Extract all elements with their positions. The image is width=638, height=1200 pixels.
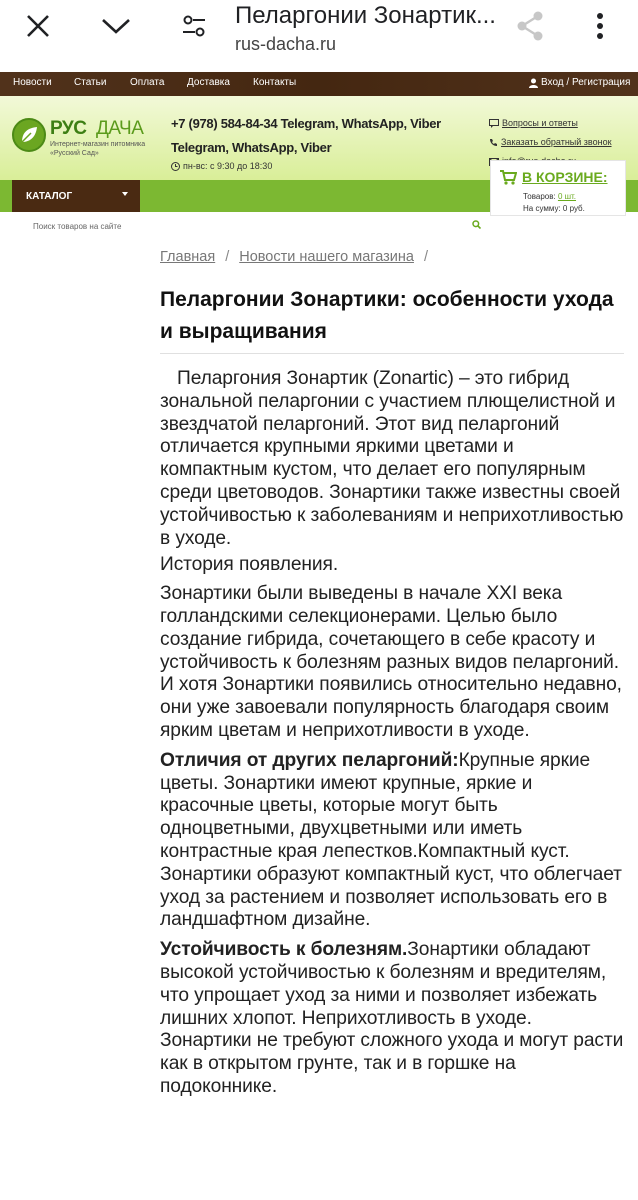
logo-text-dacha: ДАЧА bbox=[96, 118, 144, 139]
cart-icon bbox=[499, 169, 517, 185]
breadcrumb-separator: / bbox=[423, 249, 428, 265]
browser-url[interactable]: rus-dacha.ru bbox=[235, 34, 337, 54]
login-label: Вход / Регистрация bbox=[541, 77, 631, 88]
nav-contacts[interactable]: Контакты bbox=[253, 77, 297, 88]
cart-items-count: Товаров: 0 шт. bbox=[523, 192, 577, 201]
callback-link[interactable]: Заказать обратный звонок bbox=[489, 133, 612, 152]
resistance-text: Зонартики обладают высокой устойчивостью к болезням и вредителям, что упрощает уход за ними и позволяет избежать лишних хлопот. Неприхотливость в уходе. Зонартики не требуют сложного ухода и могут расти как в открытом грунте, так и в горшке на подоконнике. bbox=[160, 939, 624, 1097]
browser-page-title: Пеларгонии Зонартик... bbox=[235, 2, 496, 29]
breadcrumb-home[interactable]: Главная bbox=[160, 249, 216, 265]
breadcrumb-news[interactable]: Новости нашего магазина bbox=[239, 249, 414, 265]
phone-icon bbox=[489, 138, 498, 147]
chat-icon bbox=[489, 119, 499, 128]
phone-line-1[interactable]: +7 (978) 584-84-34 Telegram, WhatsApp, Viber bbox=[171, 116, 441, 131]
user-icon bbox=[529, 78, 538, 88]
share-icon[interactable] bbox=[506, 6, 554, 46]
top-navigation bbox=[0, 72, 638, 96]
differences-paragraph bbox=[160, 750, 626, 932]
faq-link[interactable]: Вопросы и ответы bbox=[489, 114, 612, 133]
hours-text: пн-вс: с 9:30 до 18:30 bbox=[183, 161, 273, 171]
login-link[interactable] bbox=[529, 77, 630, 88]
working-hours bbox=[171, 161, 272, 171]
cart-title: В КОРЗИНЕ: bbox=[522, 169, 608, 185]
history-text: Зонартики были выведены в начале XXI века голландскими селекционерами. Целью было создание гибрида, сочетающего в себе красоту и устойчивость к болезням разных видов пеларгоний. И хотя Зонартики появились относительно недавно, они уже завоевали популярность благодаря своим ярким цветам и неприхотливости в уходе. bbox=[160, 583, 622, 741]
search-icon[interactable] bbox=[472, 220, 481, 229]
site-logo[interactable] bbox=[12, 118, 162, 160]
differences-text: Крупные яркие цветы. Зонартики имеют крупные, яркие и красочные цветы, которые могут быть одноцветными, двухцветными или иметь контрастные края лепестков.Компактный куст. Зонартики образуют компактный куст, что облегчает уход за растением и позволяет использовать его в ландшафтном дизайне. bbox=[160, 749, 622, 931]
resistance-paragraph bbox=[160, 939, 626, 1099]
contact-phones bbox=[171, 112, 441, 160]
breadcrumb bbox=[160, 249, 438, 265]
page-settings-icon[interactable] bbox=[170, 6, 218, 46]
logo-text-rus: РУС bbox=[50, 118, 87, 139]
cart-widget[interactable] bbox=[490, 160, 626, 216]
catalog-button[interactable] bbox=[12, 180, 140, 212]
cart-sum: На сумму: 0 руб. bbox=[523, 204, 585, 213]
differences-heading: Отличия от других пеларгоний: bbox=[160, 749, 459, 771]
title-divider bbox=[160, 353, 624, 354]
clock-icon bbox=[171, 162, 180, 171]
close-icon[interactable] bbox=[14, 6, 62, 46]
chevron-down-icon[interactable] bbox=[92, 6, 140, 46]
phone-line-2: Telegram, WhatsApp, Viber bbox=[171, 140, 332, 155]
history-heading: История появления. bbox=[160, 554, 339, 576]
nav-delivery[interactable]: Доставка bbox=[187, 77, 230, 88]
article-title: Пеларгонии Зонартики: особенности ухода и выращивания bbox=[160, 288, 614, 343]
nav-payment[interactable]: Оплата bbox=[130, 77, 165, 88]
more-options-icon[interactable] bbox=[576, 6, 624, 46]
logo-tagline: Интернет-магазин питомника «Русский Сад» bbox=[50, 141, 146, 157]
nav-articles[interactable]: Статьи bbox=[74, 77, 107, 88]
resistance-heading: Устойчивость к болезням. bbox=[160, 939, 408, 961]
breadcrumb-separator: / bbox=[225, 249, 230, 265]
article-body bbox=[160, 368, 626, 1099]
search-input[interactable] bbox=[28, 218, 488, 236]
article-intro: Пеларгония Зонартик (Zonartic) – это гибрид зональной пеларгонии с участием плющелистной и звездчатой пеларгоний. Этот вид пеларгоний отличается крупными яркими цветами и компактным кустом, что делает его популярным среди цветоводов. Зонартики также известны своей устойчивостью к заболеваниям и неприхотливостью в уходе. bbox=[160, 368, 624, 549]
caret-down-icon bbox=[122, 192, 128, 196]
catalog-label: КАТАЛОГ bbox=[26, 190, 73, 202]
search-placeholder: Поиск товаров на сайте bbox=[33, 222, 122, 231]
leaf-logo-icon bbox=[12, 118, 46, 152]
browser-toolbar bbox=[0, 0, 638, 72]
nav-news[interactable]: Новости bbox=[13, 77, 52, 88]
